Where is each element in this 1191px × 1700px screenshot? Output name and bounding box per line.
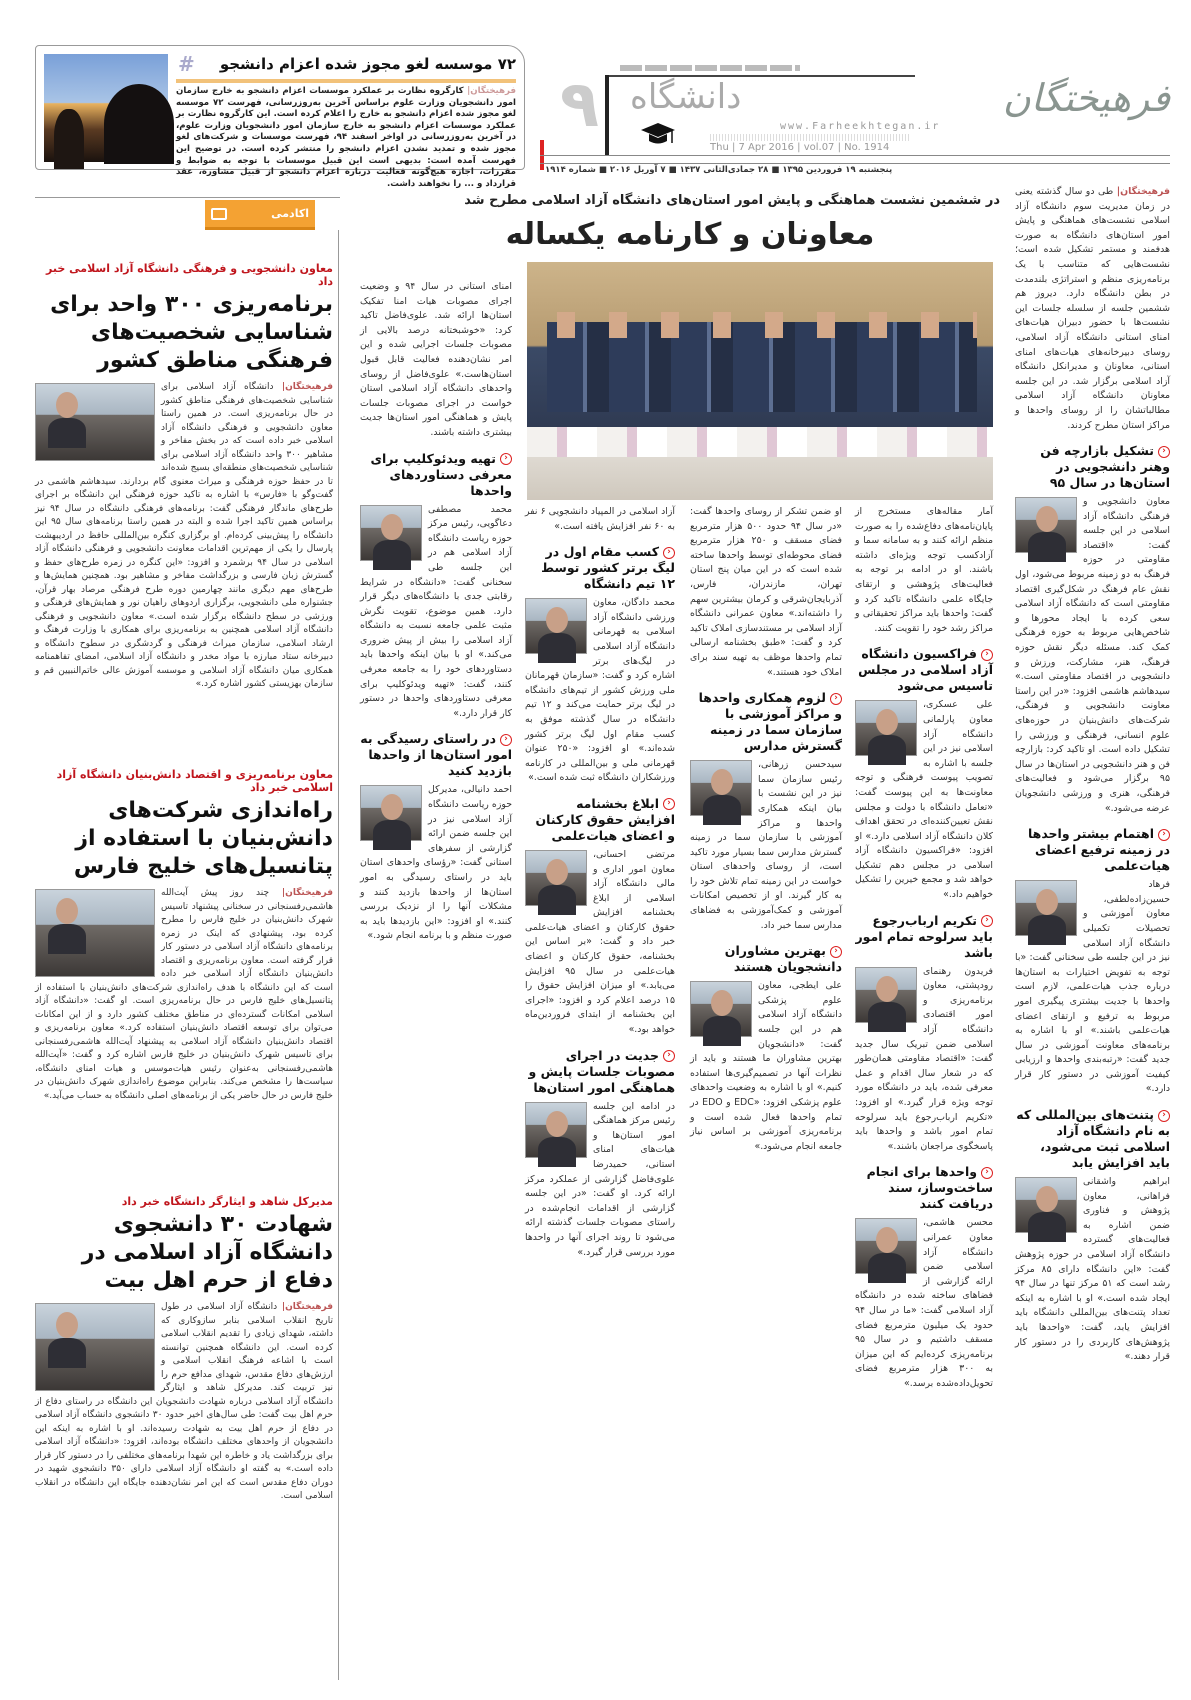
portrait-photo [855,1218,917,1274]
sidebar-frame-top [35,197,340,198]
sidebar-article [35,768,333,1186]
badge-label: اکادمی [271,207,309,220]
section-body [855,1216,993,1391]
article-title: راه‌اندازی شرکت‌های دانش‌بنیان با استفاده از پتانسیل‌های خلیج فارس [73,798,333,879]
article-body [35,1301,333,1675]
portrait-photo [525,1102,587,1158]
section-title: ابلاغ بخشنامه افزایش حقوق کارکنان و اعضای هیات‌علمی [535,795,675,843]
col-left [360,280,512,1675]
section-text: ابراهیم واشقانی فراهانی، معاون پژوهش و فناوری ضمن اشاره به فعالیت‌های گسترده دانشگاه آزاد اسلامی در حوزه پژوهش گفت: «این دانشگاه دارای ۸۵ مرکز رشد است که ۵۱ مرکز تنها در سال ۹۴ ایجاد شده است.» او با اشاره به اینکه تعداد پتنت‌های بین‌المللی دانشگاه باید افزایش یابد، گفت: «واحدها باید پژوهش‌های کاربردی را در دستور کار قرار دهند.» [1015,1176,1170,1363]
website: www.Farheekhtegan.ir [780,121,941,132]
article-title: شهادت ۳۰ دانشجوی دانشگاه آزاد اسلامی در دفاع از حرم اهل بیت [81,1212,333,1293]
chevron-icon: ‹ [981,1167,993,1179]
section-body [360,503,512,722]
intro-text: طی دو سال گذشته یعنی در زمان مدیریت سوم دانشگاه آزاد اسلامی نشست‌های هماهنگی و پایش امور استان‌های دانشگاه به صورت هدفمند و مستمر تشکیل شده است؛ نشست‌هایی که متناسب با یک برنامه‌ریزی منظم و استراتژی بلندمدت در بطن دانشگاه دارد. دیروز هم ششمین جلسه از سلسله جلسات این نشست‌ها با حضور دبیران هیات‌های امنای استانی دانشگاه آزاد اسلامی، روسای دبیرخانه‌های هیات‌های امنای استانی، معاونان و مدیرانکل دانشگاه آزاد اسلامی برگزار شد. در این جلسه معاونان دانشگاه آزاد اسلامی مطالباتشان را از روسای واحدها و مراکز استان مطرح کردند. [1015,186,1170,431]
chevron-icon: ‹ [830,946,842,958]
main-photo [527,262,993,500]
section-heading [855,646,993,694]
section-heading [690,690,842,754]
section-text: محمد دادگان، معاون ورزشی دانشگاه آزاد اسلامی به قهرمانی دانشگاه آزاد اسلامی در لیگ‌های برتر اشاره کرد و گفت: «سازمان قهرمانان ملی ورزش کشور از تیم‌های دانشگاه در لیگ برتر حمایت می‌کند و ۱۲ تیم دانشگاه در سال گذشته موفق به کسب مقام اول لیگ برتر کشور شده‌اند.» او افزود: «۲۵۰ عنوان قهرمانی ملی و بین‌المللی در کارنامه ورزشکاران دانشگاه ثبت شده است.» [525,597,675,784]
portrait-photo [1015,1177,1077,1233]
section-title: تکریم ارباب‌رجوع باید سرلوحه تمام امور باشد [855,912,993,960]
portrait-photo [525,598,587,654]
section-heading [360,451,512,499]
col-b [690,505,842,1675]
chevron-icon: ‹ [1158,1110,1170,1122]
column-text: آمار مقاله‌های مستخرج از پایان‌نامه‌های دفاع‌شده را به صورت منظم ارائه کنند و به سامانه سما و آزادکسب توجه ویژه‌ای داشته باشند. او در ادامه بر توجه به فعالیت‌های پژوهشی و ارتقای جایگاه علمی دانشگاه تاکید کرد و گفت: واحدها باید مراکز تحقیقاتی و مراکز رشد خود را تقویت کنند. [855,506,993,634]
section-body [1015,495,1170,816]
source-label: فرهیختگان| [281,1302,333,1312]
article-body [35,887,333,1186]
top-news-body [176,86,516,189]
main-title: معاونان و کارنامه یکساله [505,217,875,252]
column-text: آزاد اسلامی در المپیاد دانشجویی ۶ نفر به ۶۰ نفر افزایش یافته است.» [525,506,675,532]
portrait-photo [35,889,155,977]
header-rule [540,155,1170,156]
section-text: فریدون رهنمای رودپشتی، معاون برنامه‌ریزی و امور اقتصادی دانشگاه آزاد اسلامی ضمن تبریک سال جدید گفت: «اقتصاد مقاومتی همان‌طور که در شعار سال اقدام و عمل معرفی شده، باید در دانشگاه مورد توجه ویژه قرار گیرد.» او افزود: «تکریم ارباب‌رجوع باید سرلوحه تمام امور باشد و واحدها باید پاسخگوی مراجعان باشند.» [855,965,993,1152]
section-title: در راستای رسیدگی به امور استان‌ها از واحدها بازدید کنید [360,731,512,779]
section-heading [1015,1107,1170,1171]
section-heading [1015,826,1170,874]
section-body [1015,878,1170,1097]
chevron-icon: ‹ [500,734,512,746]
section-title: واحدها برای انجام ساخت‌وساز، سند دریافت کنند [866,1164,993,1212]
chevron-icon: ‹ [981,915,993,927]
top-news-box [35,45,525,189]
source-label: فرهیختگان| [281,888,333,898]
barcode-lines [710,134,910,141]
article-text: دانشگاه آزاد اسلامی برای شناسایی شخصیت‌های فرهنگی مناطق کشور در حال برنامه‌ریزی است. در همین راستا معاون دانشجویی و فرهنگی دانشگاه آزاد اسلامی خبر داده است که در بخش مفاخر و مشاهیر ۳۰۰ واحد دانشگاه آزاد اسلامی برای شناسایی شخصیت‌های منطقه‌ای بسیج شده‌اند تا در حفظ حوزه فرهنگی و میراث معنوی گام بردارند. سیدهاشم هاشمی در گفت‌وگو با «فارس» با اشاره به تاکید حوزه فرهنگی این دانشگاه بر اجرای طرح‌های ماندگار فرهنگی گفت: برنامه‌های فرهنگی دانشگاه در سال ۹۴ نیز براساس همین تاکید اجرا شده و البته در همین راستا برنامه‌های سال ۹۵ این دانشگاه را پیش‌بینی کرده‌ام. او برگزاری کنگره بین‌المللی حافظ در اردیبهشت پارسال را یکی از مهم‌ترین اقدامات معاونت دانشجویی و فرهنگی دانشگاه آزاد اسلامی در سال ۹۴ برشمرد و افزود: «این کنگره در زمره طرح‌های حفظ و گسترش زبان فارسی و بزرگداشت مفاخر و مشاهیر بود. همچنین همایش‌ها و طرح‌های مهم دیگری مانند چهارمین دوره طرح فرهنگی مرصاد بهار قرآن، جشنواره ملی دانشجویی، برگزاری اردوهای راهیان نور و همایش‌های فرهنگی و ورزشی در سطح دانشگاه برگزار شده است.» معاون دانشجویی و فرهنگی دانشگاه آزاد اسلامی همچنین به برنامه‌ریزی برای همکاری با وزارت فرهنگ و ارشاد اسلامی، سازمان میراث فرهنگی و گردشگری در سطوح دانشگاه و دبیرخانه ستاد مبارزه با مواد مخدر و دانشگاه آزاد اسلامی، امضای تفاهمنامه همکاری میان دانشگاه آزاد اسلامی و موسسه آموزش عالی خاتم‌النبیین قم و سازمان بهزیستی کشور اشاره کرد.» [35,382,333,689]
section-title: تهیه ویدئوکلیپ برای معرفی دستاوردهای واحدها [370,450,512,498]
portrait-photo [690,981,752,1037]
portrait-photo [1015,497,1077,553]
section-text: معاون دانشجویی و فرهنگی دانشگاه آزاد اسلامی در این جلسه گفت: «اقتصاد مقاومتی در حوزه فرهنگ به دو زمینه مربوط می‌شود، اول نقش عام فرهنگ در شکل‌گیری اقتصاد مقاومتی است که دانشگاه آزاد اسلامی سعی کرده با ایجاد محورها و شاخص‌هایی مربوط به حوزه فرهنگی کمک کند. مسئله دیگر نقش حوزه فرهنگ، هنر، مشارکت، ورزش و دانشجویی در اقتصاد مقاومتی است.» سید‌هاشم‌ هاشمی افزود: «در این راستا معاونت دانشجویی و فرهنگی، شرکت‌های دانش‌بنیان در حوزه‌های علوم انسانی، فرهنگی و ورزشی را تشکیل داده است. او تاکید کرد: بازارچه فن و هنر دانشجویی در استان‌ها در سال ۹۵ برگزار می‌شود و فعالیت‌های فرهنگی، هنری و ورزشی دانشجویان عرضه می‌شود.» [1015,496,1170,814]
source-label: فرهیختگان| [1116,186,1170,197]
section-body [690,979,842,1154]
article-body [35,381,333,758]
col-a [525,505,675,1675]
article-kicker: معاون برنامه‌ریزی و اقتصاد دانش‌بنیان دانشگاه آزاد اسلامی خبر داد [56,768,333,794]
section-body [525,1100,675,1261]
portrait-photo [525,850,587,906]
section-title: لزوم همکاری واحدها و مراکز آموزشی با سازمان سما در زمینه گسترش مدارس [698,690,842,754]
chevron-icon: ‹ [663,798,675,810]
chevron-icon: ‹ [663,1050,675,1062]
newspaper-logo: فرهیختگان [1002,76,1170,120]
section-text: سیدحسن زرهانی، رئیس سازمان سما نیز در این نشست با بیان اینکه همکاری واحدها و مراکز آموزشی با سازمان سما در زمینه گسترش مدارس سما بسیار مورد تاکید است، از روسای واحدهای استان خواست در این زمینه تمام تلاش خود را به کار گیرند. او از تخصیص امکانات آموزشی و کمک‌آموزشی به فضاهای مدارس سما خبر داد. [690,759,842,931]
section-body [360,783,512,944]
portrait-photo [855,967,917,1023]
section-title: اهتمام بیشتر واحدها در زمینه ترفیع اعضای هیات‌علمی [1027,826,1170,874]
col-c [855,505,993,1675]
section-heading [525,1048,675,1096]
section-title: تشکیل بازارچه فن وهنر دانشجویی در استان‌ها در سال ۹۵ [1040,443,1170,491]
chevron-icon: ‹ [1158,446,1170,458]
article-text: دانشگاه آزاد اسلامی در طول تاریخ انقلاب اسلامی بنابر سازوکاری که داشته، شهدای زیادی را تقدیم انقلاب اسلامی کرده است. این دانشگاه همچنین توانسته است با اشاعه فرهنگ انقلاب اسلامی و ارزش‌های دفاع مقدس، شهدای مدافع حرم را نیز تربیت کند. مدیرکل شاهد و ایثارگر دانشگاه آزاد اسلامی درباره شهادت دانشجویان این دانشگاه در راستای دفاع از حرم اهل بیت گفت: طی سال‌های اخیر حدود ۳۰ دانشجوی دانشگاه آزاد اسلامی در دفاع از حرم اهل بیت به شهادت رسیده‌اند. او با اشاره به اینکه این دانشجویان از واحدهای مختلف دانشگاه بوده‌اند، افزود: «دانشگاه آزاد اسلامی برای بزرگداشت یاد و خاطره این شهدا برنامه‌های مختلفی را در دستور کار قرار داده است.» به گفته او دانشگاه آزاد اسلامی دارای ۳۵۰ دانشجوی شهید در دوران دفاع مقدس است که این امر نشان‌دهنده جایگاه این دانشگاه در انقلاب اسلامی است. [35,1302,333,1501]
chevron-icon: ‹ [1158,829,1170,841]
top-news-photo [44,54,168,162]
section-text: محسن هاشمی، معاون عمرانی دانشگاه آزاد اسلامی ضمن ارائه گزارشی از فضاهای ساخته شده در دانشگاه آزاد اسلامی گفت: «ما در سال ۹۴ حدود یک میلیون مترمربع فضای مسقف داشتیم و در سال ۹۵ برنامه‌ریزی کرده‌ایم که این میزان به ۳۰۰ هزار مترمربع فضای تحویل‌داده‌شده برسد.» [855,1217,993,1389]
section-text: در ادامه این جلسه رئیس مرکز هماهنگی امور استان‌ها و هیات‌های امنای استانی، حمیدرضا علوی‌فاضل گزارشی از عملکرد مرکز ارائه کرد. او گفت: «در این جلسه گزارشی از اقدامات انجام‌شده در راستای مصوبات جلسات گذشته ارائه می‌شود تا روند اجرای آنها در واحدها مورد بررسی قرار گیرد.» [525,1100,675,1258]
gray-bar [620,65,800,71]
section-heading [525,796,675,844]
main-intro [1015,185,1170,433]
section-heading [855,913,993,961]
page-number: ۹ [560,68,600,142]
title-underline [176,79,516,83]
section-title: جدیت در اجرای مصوبات جلسات پایش و هماهنگی امور استان‌ها [528,1047,675,1095]
article-text: چند روز پیش آیت‌الله هاشمی‌رفسنجانی در سخنانی پیشنهاد تاسیس شهرک دانش‌بنیان در خلیج فارس را مطرح کرده بود، پیشنهادی که اینک در زمره برنامه‌های دانشگاه آزاد اسلامی در دستور کار قرار گرفته است. معاون برنامه‌ریزی و اقتصاد دانش‌بنیان دانشگاه آزاد اسلامی خبر داده است که این دانشگاه با هدف راه‌اندازی شرکت‌های دانش‌بنیان با استفاده از پتانسیل‌های خلیج فارس در حال برنامه‌ریزی است. او گفت: «دانشگاه آزاد اسلامی امکانات گسترده‌ای در مناطق مختلف کشور دارد و از این امکانات می‌توان برای توسعه اقتصاد دانش‌بنیان استفاده کرد.» معاون برنامه‌ریزی و اقتصاد دانش‌بنیان دانشگاه آزاد اسلامی به پیشنهاد آیت‌الله هاشمی‌رفسنجانی برای تاسیس شهرک دانش‌بنیان در خلیج فارس اشاره کرد و گفت: «آیت‌الله هاشمی‌رفسنجانی به‌عنوان رئیس هیات‌موسس و هیات امنای دانشگاه، سیاست‌ها را مشخص می‌کند. بنابراین موضوع راه‌اندازی شهرک دانش‌بنیان در خلیج فارس در حال حاضر یکی از برنامه‌های اصلی دانشگاه به حساب می‌آید.» [35,888,333,1101]
main-kicker: در ششمین نشست هماهنگی و پایش امور استان‌های دانشگاه آزاد اسلامی مطرح شد [464,193,1000,208]
top-news-title: ۷۲ موسسه لغو مجوز شده اعزام دانشجو [219,55,516,73]
section-text: علی ایطجی، معاون علوم پزشکی دانشگاه آزاد اسلامی هم در این جلسه گفت: «دانشجویان بهترین مشاوران ما هستند و باید از نظرات آنها در تصمیم‌گیری‌ها استفاده کنیم.» او با اشاره به وضعیت واحدهای علوم پزشکی افزود: «EDC و EDO در تمام واحدها فعال شده است و برنامه‌ریزی آموزشی بر اساس نیاز جامعه انجام می‌شود.» [690,980,842,1152]
section-heading [525,544,675,592]
section-heading [360,731,512,779]
section-body [855,965,993,1155]
section-frame-left [605,75,609,155]
section-name: دانشگاه [630,77,742,117]
column-text: امنای استانی در سال ۹۴ و وضعیت اجرای مصوبات هیات امنا تفکیک استان‌ها ارائه شد. علوی‌فاضل تاکید کرد: «خوشبختانه درصد بالایی از مصوبات جلسات اجرایی شده و این امر نشان‌دهنده فعالیت قابل قبول استان‌هاست.» علوی‌فاضل از روسای واحدهای دانشگاه آزاد اسلامی استان خواست در اجرای مصوبات جلسات پایش و هماهنگی امور استان‌ها جدیت بیشتری داشته باشند. [360,281,512,438]
section-heading [1015,443,1170,491]
source-label: فرهیختگان| [281,382,333,392]
portrait-photo [855,700,917,756]
sidebar-article [35,262,333,758]
section-text: احمد دانیالی، مدیرکل حوزه ریاست دانشگاه آزاد اسلامی نیز در این جلسه ضمن ارائه گزارشی از سفرهای استانی گفت: «رؤسای واحدهای استان باید در راستای رسیدگی به امور استان‌ها از واحدها بازدید کنند و مشکلات آنها را از نزدیک بررسی کنند.» او افزود: «این بازدیدها باید به صورت منظم و با برنامه انجام شود.» [360,784,512,942]
portrait-photo [690,760,752,816]
section-heading [855,1164,993,1212]
graduation-cap-icon [640,121,676,147]
portrait-photo [360,785,422,841]
section-body [1015,1175,1170,1365]
article-kicker: مدیرکل شاهد و ایثارگر دانشگاه خبر داد [121,1195,333,1208]
section-title: فراکسیون دانشگاه آزاد اسلامی در مجلس تاسیس می‌شود [858,646,993,694]
section-body [525,848,675,1038]
chevron-icon: ‹ [830,693,842,705]
book-icon [211,208,227,220]
article-kicker: معاون دانشجویی و فرهنگی دانشگاه آزاد اسلامی خبر داد [46,262,333,288]
header-rule-2 [540,163,1170,164]
column-text: او ضمن تشکر از روسای واحدها گفت: «در سال ۹۴ حدود ۵۰۰ هزار مترمربع فضای مسقف و ۲۵۰ هزار مترمربع فضای محوطه‌ای توسط واحدها ساخته شده است که در این میان پنج استان تهران، مازندران، فارس، آذربایجان‌شرقی و کرمان بیشترین سهم را داشته‌اند.» معاون عمرانی دانشگاه آزاد اسلامی بر مستندسازی املاک تاکید کرد و گفت: «طبق بخشنامه ارسالی تمام واحدها موظف به تهیه سند برای املاک خود هستند.» [690,506,842,678]
section-body [690,758,842,933]
chevron-icon: ‹ [663,547,675,559]
sidebar-frame-right [338,230,339,1680]
section-title: پتنت‌های بین‌المللی که به نام دانشگاه آزاد اسلامی ثبت می‌شود، باید افزایش یابد [1016,1107,1170,1171]
academy-badge [205,200,315,230]
section-title: بهترین مشاوران دانشجویان هستند [724,943,842,975]
section-text: فرهاد حسین‌زاده‌لطفی، معاون آموزشی و تحصیلات تکمیلی دانشگاه آزاد اسلامی نیز در این جلسه طی سخنانی گفت: «با توجه به تفویض اختیارات به استان‌ها درباره جذب هیات‌علمی، لازم است واحدها با جدیت بیشتری پیگیری امور مربوط به ترفیع و ارتقای اعضای هیات‌علمی باشند.» او با اشاره به برنامه‌های معاونت آموزشی در سال جدید گفت: «رتبه‌بندی واحدها و ارزیابی کیفیت آموزشی در دستور کار قرار دارد.» [1015,879,1170,1095]
section-title: کسب مقام اول در لیگ برتر کشور توسط ۱۲ تیم دانشگاه [541,544,675,592]
section-text: مرتضی احسانی، معاون امور اداری و مالی دانشگاه آزاد اسلامی از ابلاغ بخشنامه افزایش حقوق کارکنان و اعضای هیات‌علمی خبر داد و گفت: «بر اساس این بخشنامه، حقوق کارکنان و اعضای هیات‌علمی در سال ۹۵ افزایش می‌یابد.» او میزان افزایش حقوق را ۱۵ درصد اعلام کرد و افزود: «اجرای این بخشنامه از ابتدای فروردین‌ماه خواهد بود.» [525,848,676,1036]
section-text: علی عسکری، معاون پارلمانی دانشگاه آزاد اسلامی نیز در این جلسه با اشاره به تصویب پیوست فرهنگی و توجه معاونت‌ها به این پیوست گفت: «تعامل دانشگاه با دولت و مجلس نقش تعیین‌کننده‌ای در تحقق اهداف کلان دانشگاه آزاد اسلامی دارد.» او افزود: «فراکسیون دانشگاه آزاد اسلامی در مجلس دهم تشکیل خواهد شد و مجمع خیرین را تشکیل خواهیم داد.» [855,699,993,901]
portrait-photo [360,505,422,561]
portrait-photo [35,383,155,461]
top-news-text: کارگروه نظارت بر عملکرد موسسات اعزام دانشجو به خارج سازمان امور دانشجویان وزارت علوم براساس آخرین به‌روزرسانی، فهرست ۷۲ موسسه لغو مجوز شده اعزام دانشجو به خارج را اعلام کرده است. این کارگروه نظارت بر عملکرد موسسات اعزام دانشجو به خارج سازمان امور دانشجویان وزارت علوم، در آخرین به‌روزرسانی در اواخر اسفند ۹۴، فهرست موسسات و شرکت‌های لغو مجوز شده و تمدید نشدن اعزام دانشجو را منتشر کرده است. در توضیح این فهرست آمده است: بدیهی است این قبیل موسسات با توجه به ضوابط و مقررات، اجازه هیچ‌گونه فعالیت درباره اعزام دانشجو از قبیل مشاوره، عقد قرارداد و ... را نخواهند داشت. [176,86,516,189]
chevron-icon: ‹ [981,649,993,661]
source-label: فرهیختگان| [467,86,516,96]
section-body [525,596,675,786]
portrait-photo [1015,880,1077,936]
chevron-icon: ‹ [500,453,512,465]
english-date: Thu | 7 Apr 2016 | vol.07 | No. 1914 [710,142,890,153]
portrait-photo [35,1303,155,1391]
article-title: برنامه‌ریزی ۳۰۰ واحد برای شناسایی شخصیت‌های فرهنگی مناطق کشور [50,292,333,373]
section-text: محمد مصطفی دعاگویی، رئیس مرکز حوزه ریاست دانشگاه آزاد اسلامی هم در این جلسه طی سخنانی گفت: «دانشگاه در شرایط رقابتی جدی با دانشگاه‌های دیگر قرار دارد. همین موضوع، تقویت نگرش مثبت علمی جامعه نسبت به دانشگاه آزاد اسلامی را بیش از پیش ضروری می‌کند.» او با بیان اینکه واحدها باید دستاوردهای خود را به جامعه معرفی کنند، گفت: «تهیه ویدئوکلیپ برای معرفی دستاوردهای واحدها در دستور کار قرار دارد.» [360,503,512,719]
masthead [540,45,1170,175]
persian-date: پنجشنبه ۱۹ فروردین ۱۳۹۵ ■ ۲۸ جمادی‌الثانی ۱۴۳۷ ■ ۷ آوریل ۲۰۱۶ ■ شماره ۱۹۱۴ [545,165,893,175]
section-body [855,698,993,902]
hash-icon: # [178,52,195,76]
col-far-right [1015,185,1170,1675]
section-heading [690,943,842,975]
sidebar-article [35,1195,333,1675]
